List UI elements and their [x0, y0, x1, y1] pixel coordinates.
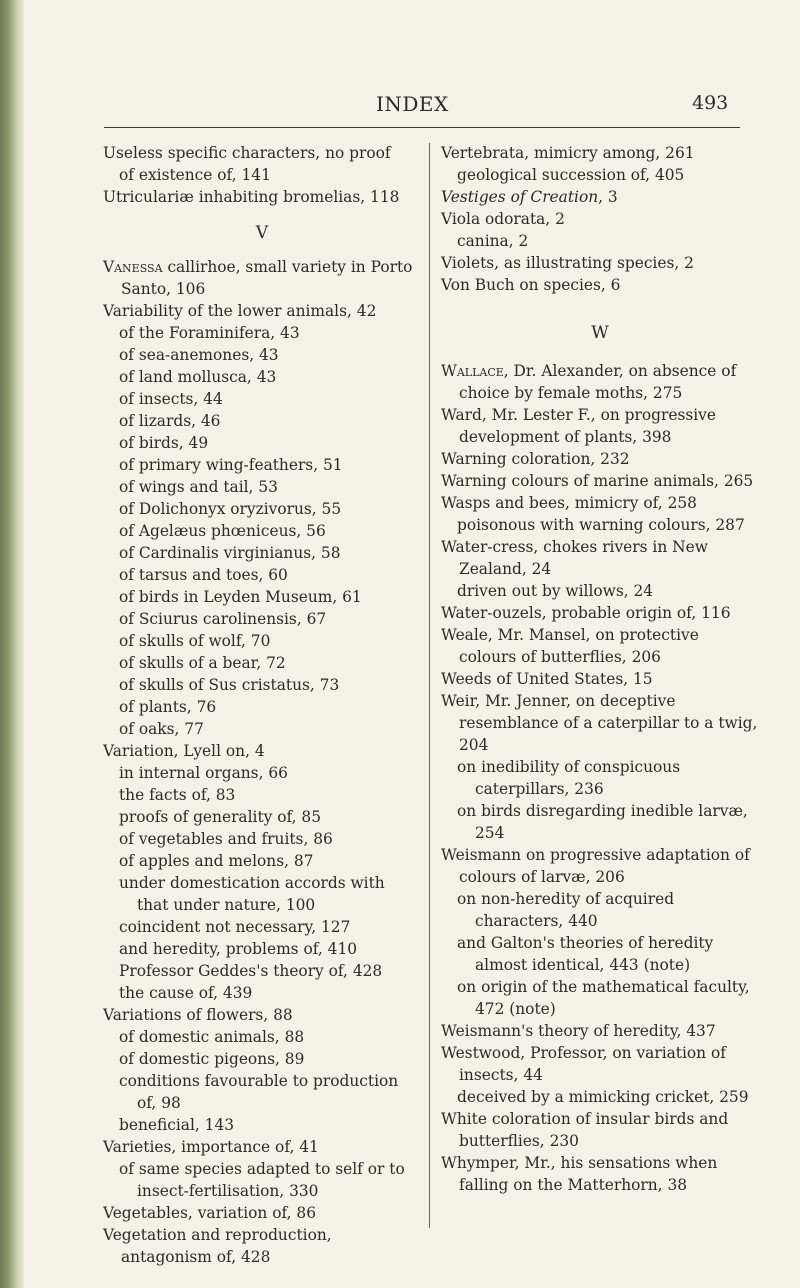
index-subentry: canina, 2: [457, 232, 529, 250]
entry-head: Wallace: [441, 362, 504, 380]
index-entry: Weeds of United States, 15: [441, 670, 653, 688]
index-entry: Vertebrata, mimicry among, 261: [441, 144, 695, 162]
index-entry-vanessa: [103, 256, 421, 300]
index-entry: Von Buch on species, 6: [441, 276, 621, 294]
index-subentry: deceived by a mimicking cricket, 259: [457, 1088, 749, 1106]
index-subentry: of primary wing-feathers, 51: [119, 456, 343, 474]
index-subentry: geological succession of, 405: [457, 166, 685, 184]
index-subentry: beneficial, 143: [119, 1116, 235, 1134]
index-subentry: of Dolichonyx oryzivorus, 55: [119, 500, 342, 518]
index-subentry: the facts of, 83: [119, 786, 236, 804]
index-subentry: under domestication accords with that under nature, 100: [119, 874, 385, 914]
index-entry: Warning coloration, 232: [441, 450, 630, 468]
index-subentry: and Galton's theories of heredity almost identical, 443 (note): [457, 934, 714, 974]
index-entry: Warning colours of marine animals, 265: [441, 472, 754, 490]
index-subentry: on origin of the mathematical faculty, 472 (note): [457, 978, 750, 1018]
index-subentry: coincident not necessary, 127: [119, 918, 351, 936]
index-entry-vestiges: [441, 186, 759, 208]
index-entry: Whymper, Mr., his sensations when falling on the Matterhorn, 38: [441, 1154, 718, 1194]
book-binding-edge: [0, 0, 24, 1288]
right-column: [441, 142, 759, 1196]
index-entry: Utriculariæ inhabiting bromelias, 118: [103, 188, 400, 206]
index-subentry: of skulls of wolf, 70: [119, 632, 271, 650]
index-subentry: Professor Geddes's theory of, 428: [119, 962, 383, 980]
index-subentry: of domestic pigeons, 89: [119, 1050, 305, 1068]
index-subentry: of domestic animals, 88: [119, 1028, 305, 1046]
page-header: [0, 92, 800, 122]
page-title: INDEX: [376, 92, 449, 116]
index-subentry: of wings and tail, 53: [119, 478, 278, 496]
entry-text: , 3: [598, 188, 618, 206]
index-subentry: of birds, 49: [119, 434, 209, 452]
index-subentry: of Agelæus phœniceus, 56: [119, 522, 326, 540]
index-subentry: of skulls of Sus cristatus, 73: [119, 676, 340, 694]
index-entry-wallace: [441, 360, 759, 404]
index-subentry: in internal organs, 66: [119, 764, 288, 782]
index-entry: Wasps and bees, mimicry of, 258: [441, 494, 697, 512]
index-subentry: conditions favourable to production of, 98: [119, 1072, 399, 1112]
index-entry: Westwood, Professor, on variation of insects, 44: [441, 1044, 726, 1084]
index-entry: [103, 142, 421, 164]
entry-text: , Dr. Alexander, on absence of choice by female moths, 275: [459, 362, 737, 402]
index-subentry: of birds in Leyden Museum, 61: [119, 588, 362, 606]
entry-text: callirhoe, small variety in Porto Santo, 106: [121, 258, 413, 298]
index-entry: Water-ouzels, probable origin of, 116: [441, 604, 731, 622]
section-letter-v: V: [255, 223, 269, 243]
index-entry: White coloration of insular birds and butterflies, 230: [441, 1110, 729, 1150]
index-subentry: of skulls of a bear, 72: [119, 654, 286, 672]
index-entry: Weale, Mr. Mansel, on protective colours of butterflies, 206: [441, 626, 699, 666]
index-subentry: of Sciurus carolinensis, 67: [119, 610, 327, 628]
index-subentry: on inedibility of conspicuous caterpillars, 236: [457, 758, 681, 798]
header-rule: [104, 127, 740, 128]
index-subentry: of Cardinalis virginianus, 58: [119, 544, 341, 562]
index-subentry: of existence of, 141: [119, 166, 271, 184]
index-subentry: of oaks, 77: [119, 720, 204, 738]
entry-head: Vanessa: [103, 258, 163, 276]
index-entry: Violets, as illustrating species, 2: [441, 254, 694, 272]
entry-title-italic: Vestiges of Creation: [441, 188, 599, 206]
index-subentry: proofs of generality of, 85: [119, 808, 321, 826]
section-letter-w: W: [591, 323, 609, 343]
page-number: 493: [692, 92, 729, 114]
index-subentry: and heredity, problems of, 410: [119, 940, 358, 958]
index-entry: Weir, Mr. Jenner, on deceptive resemblance of a caterpillar to a twig, 204: [441, 692, 758, 754]
index-entry: Varieties, importance of, 41: [103, 1138, 319, 1156]
index-entry: Weismann on progressive adaptation of colours of larvæ, 206: [441, 846, 750, 886]
index-subentry: of tarsus and toes, 60: [119, 566, 288, 584]
index-subentry: of lizards, 46: [119, 412, 221, 430]
index-subentry: of land mollusca, 43: [119, 368, 277, 386]
index-entry: Weismann's theory of heredity, 437: [441, 1022, 716, 1040]
index-entry: Vegetation and reproduction, antagonism of, 428: [103, 1226, 332, 1266]
index-entry: Variability of the lower animals, 42: [103, 302, 377, 320]
index-entry: Viola odorata, 2: [441, 210, 565, 228]
index-entry: Variation, Lyell on, 4: [103, 742, 265, 760]
index-entry: Variations of flowers, 88: [103, 1006, 293, 1024]
index-entry: Ward, Mr. Lester F., on progressive development of plants, 398: [441, 406, 716, 446]
index-subentry: the cause of, 439: [119, 984, 253, 1002]
index-subentry: of sea-anemones, 43: [119, 346, 279, 364]
index-subentry: of insects, 44: [119, 390, 223, 408]
index-subentry: poisonous with warning colours, 287: [457, 516, 745, 534]
entry-text: Useless specific characters, no proof: [103, 144, 391, 162]
index-subentry: of apples and melons, 87: [119, 852, 314, 870]
index-subentry: on non-heredity of acquired characters, 440: [457, 890, 675, 930]
index-subentry: of vegetables and fruits, 86: [119, 830, 333, 848]
index-subentry: on birds disregarding inedible larvæ, 254: [457, 802, 748, 842]
index-entry: Vegetables, variation of, 86: [103, 1204, 316, 1222]
index-subentry: driven out by willows, 24: [457, 582, 654, 600]
index-subentry: of plants, 76: [119, 698, 217, 716]
column-divider: [429, 143, 430, 1228]
index-subentry: of same species adapted to self or to insect-fertilisation, 330: [119, 1160, 405, 1200]
index-entry: Water-cress, chokes rivers in New Zealand, 24: [441, 538, 708, 578]
left-column: [103, 142, 421, 1268]
index-subentry: of the Foraminifera, 43: [119, 324, 300, 342]
